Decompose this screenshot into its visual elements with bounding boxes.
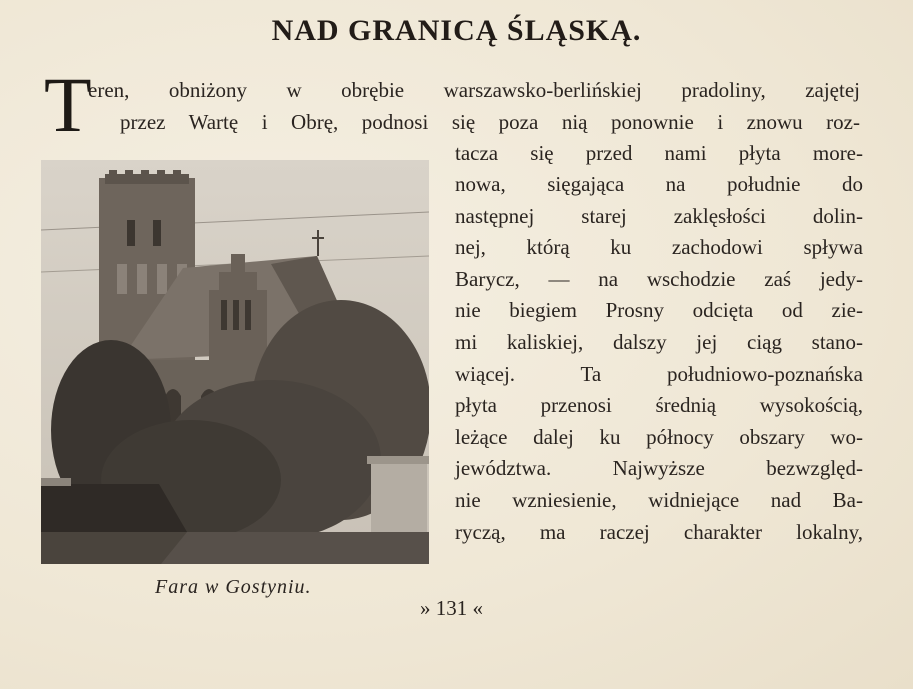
text-line-7: Barycz, — na wschodzie zaś jedy- — [455, 267, 863, 291]
text-line-3: tacza się przed nami płyta more- — [455, 141, 863, 165]
text-line-14: nie wzniesienie, widniejące nad Ba- — [455, 488, 863, 512]
page-title: NAD GRANICĄ ŚLĄSKĄ. — [271, 14, 642, 47]
text-line-6: nej, którą ku zachodowi spływa — [455, 235, 863, 259]
text-line-5: następnej starej zaklęsłości dolin- — [455, 204, 863, 228]
text-line-9: mi kaliskiej, dalszy jej ciąg stano- — [455, 330, 863, 354]
text-line-13: jewództwa. Najwyższe bezwzględ- — [455, 456, 863, 480]
text-line-8: nie biegiem Prosny odcięta od zie- — [455, 298, 863, 322]
text-line-12: leżące dalej ku północy obszary wo- — [455, 425, 863, 449]
photo-caption: Fara w Gostyniu. — [155, 576, 312, 598]
drop-cap: T — [44, 61, 92, 148]
text-line-10: wiącej. Ta południowo-poznańska — [455, 362, 863, 386]
church-photo — [41, 160, 429, 564]
text-line-11: płyta przenosi średnią wysokością, — [455, 393, 863, 417]
text-line-2: przez Wartę i Obrę, podnosi się poza nią ponownie i znowu roz- — [120, 110, 860, 134]
text-line-4: nowa, sięgająca na południe do — [455, 172, 863, 196]
page-number: » 131 « — [420, 596, 483, 620]
text-line-15: ryczą, ma raczej charakter lokalny, — [455, 520, 863, 544]
text-line-1: eren, obniżony w obrębie warszawsko-berlińskiej pradoliny, zajętej — [88, 78, 860, 102]
